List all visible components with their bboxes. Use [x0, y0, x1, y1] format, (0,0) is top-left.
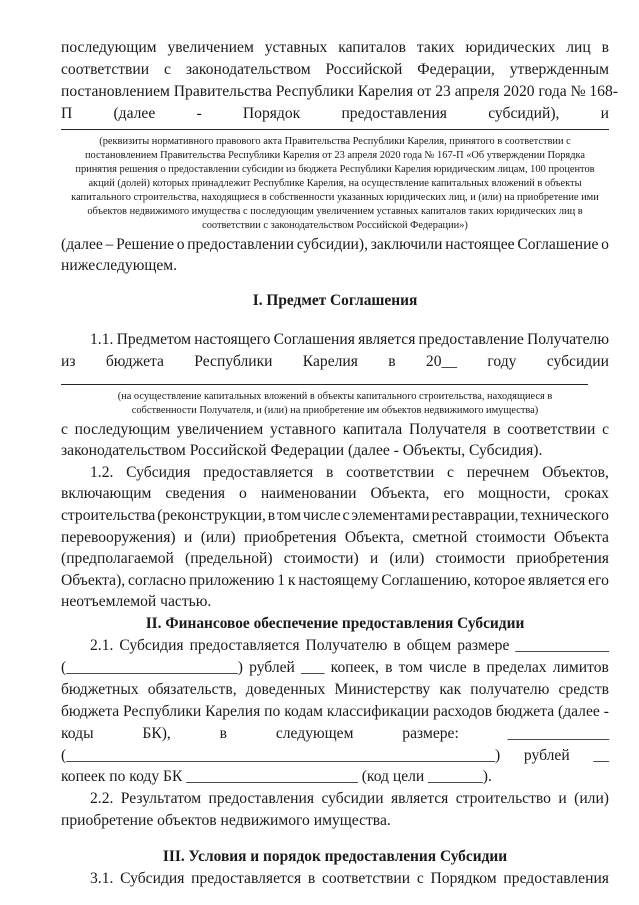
- word: капитала: [342, 421, 403, 438]
- note-line: (на осуществление капитальных вложений в объекты капитального строительства, находящиеся в: [117, 391, 553, 402]
- word: –: [105, 236, 114, 253]
- text-line: [61, 352, 609, 372]
- word: П: [61, 105, 73, 122]
- word: расходов: [433, 703, 493, 720]
- word: строительство: [455, 790, 551, 807]
- word: коды: [61, 725, 94, 742]
- word: получателю: [470, 681, 550, 698]
- word: которое: [473, 572, 526, 589]
- word: Российской: [325, 61, 403, 78]
- word: в: [219, 725, 228, 742]
- word: и: [369, 550, 379, 567]
- word: согласно: [128, 572, 187, 589]
- word: приложению: [188, 572, 275, 589]
- word: _____________: [507, 725, 609, 742]
- word: кодам: [284, 703, 324, 720]
- word: и: [558, 790, 567, 807]
- word: (или): [574, 790, 609, 807]
- word: (______________________): [61, 659, 243, 676]
- word: с: [342, 507, 350, 524]
- text-line: [61, 549, 609, 569]
- word: (или): [200, 529, 236, 546]
- word: является: [528, 572, 586, 589]
- word: Федерации,: [417, 61, 495, 78]
- word: стоимости): [283, 550, 359, 567]
- word: сметной: [412, 529, 468, 546]
- text-line: [61, 680, 609, 700]
- word: рублей: [523, 747, 570, 764]
- word: предоставляется: [189, 637, 300, 654]
- note-line: объектов недвижимого имущества с последующим увеличением уставных капиталов таких юридических лиц в: [87, 206, 583, 217]
- word: в: [493, 421, 501, 438]
- word: доведенных: [245, 681, 326, 698]
- word: в: [388, 353, 396, 370]
- word: лиц: [566, 39, 591, 56]
- word: его: [443, 485, 465, 502]
- word: в: [601, 39, 609, 56]
- word: классификации: [326, 703, 430, 720]
- text-line: [61, 702, 609, 722]
- word: 20__: [425, 353, 458, 370]
- word: перечнем: [466, 464, 530, 481]
- word: размере:: [402, 725, 459, 742]
- word: Объекта,: [370, 485, 430, 502]
- text-line: [61, 724, 609, 744]
- text-line: нижеследующем.: [61, 257, 178, 274]
- note-line: принятия решения о предоставлении субсидии из бюджета Республики Карелия юридическим лицам, 100 процентов: [75, 164, 595, 175]
- word: (далее: [558, 703, 600, 720]
- word: субсидии),: [296, 236, 368, 253]
- text-line: [61, 658, 609, 678]
- word: Республики: [194, 353, 273, 370]
- word: реставрации,: [431, 507, 519, 524]
- note-line: постановлением Правительства Республики Карелия от 23 апреля 2020 года № 167-П «Об утверждении Порядка: [85, 150, 585, 161]
- word: соответствии: [507, 421, 596, 438]
- word: с: [416, 870, 424, 887]
- text-line: [61, 60, 609, 80]
- word: Объекта),: [61, 572, 126, 589]
- word: предоставляется: [191, 870, 302, 887]
- word: (далее: [113, 105, 156, 122]
- word: с: [602, 421, 609, 438]
- word: Результатом: [120, 790, 202, 807]
- word: предоставление: [418, 331, 524, 348]
- word: Порядок: [242, 105, 301, 122]
- word: сведения: [165, 485, 226, 502]
- word: о: [176, 236, 185, 253]
- fill-line: [61, 129, 609, 130]
- word: 2.1.: [90, 637, 114, 654]
- word: обязательств,: [147, 681, 237, 698]
- word: (или): [389, 550, 425, 567]
- word: как: [439, 681, 462, 698]
- word: Субсидия: [120, 870, 185, 887]
- word: 1.1.: [90, 331, 114, 348]
- word: ____________: [515, 637, 609, 654]
- word: субсидии: [546, 353, 609, 370]
- word: Карелия: [302, 353, 358, 370]
- word: Соглашение: [517, 236, 599, 253]
- word: перевооружения): [61, 529, 176, 546]
- word: уставного: [270, 421, 336, 438]
- word: стоимости: [475, 529, 546, 546]
- word: Объекта,: [344, 529, 404, 546]
- word: бюджетных: [61, 681, 139, 698]
- word: таких: [416, 39, 455, 56]
- word: 2.2.: [90, 790, 114, 807]
- word: в: [385, 659, 393, 676]
- word: предоставлении: [187, 236, 295, 253]
- word: наименовании: [260, 485, 357, 502]
- word: Соглашению,: [381, 572, 471, 589]
- text-line: [61, 420, 609, 440]
- word: ___: [301, 659, 325, 676]
- note-line: (реквизиты нормативного правового акта Правительства Республики Карелия, принятого в соответствии с: [99, 136, 571, 147]
- word: мощности,: [478, 485, 551, 502]
- word: из: [61, 353, 76, 370]
- word: Получателя: [408, 421, 487, 438]
- word: в: [325, 464, 334, 481]
- text-line: [61, 235, 609, 255]
- word: общем: [406, 637, 452, 654]
- word: 1.2.: [90, 464, 114, 481]
- text-line: [61, 528, 609, 548]
- word: том: [398, 659, 423, 676]
- word: утвержденным: [509, 61, 609, 78]
- word: сроках: [564, 485, 609, 502]
- word: Карелия: [205, 703, 261, 720]
- word: заключили: [370, 236, 443, 253]
- word: том: [276, 507, 301, 524]
- text-line: [61, 104, 609, 124]
- section-heading: II. Финансовое обеспечение предоставления Субсидии: [145, 615, 525, 632]
- word: числе: [302, 507, 341, 524]
- word: рублей: [249, 659, 295, 676]
- word: Субсидия: [126, 464, 191, 481]
- word: с: [164, 61, 171, 78]
- word: в: [393, 637, 401, 654]
- text-line: приобретение объектов недвижимого имущества.: [61, 812, 391, 829]
- word: по: [264, 703, 281, 720]
- text-line: [61, 636, 609, 656]
- word: лимитов: [552, 659, 609, 676]
- word: уставных: [264, 39, 328, 56]
- text-line: [61, 506, 609, 526]
- word: строительства: [61, 507, 156, 524]
- word: Получателю: [527, 331, 609, 348]
- word: следующем: [275, 725, 354, 742]
- word: о: [239, 485, 247, 502]
- section-heading: III. Условия и порядок предоставления Субсидии: [162, 848, 508, 865]
- word: Получателю: [305, 637, 388, 654]
- word: последующим: [74, 421, 171, 438]
- text-line: [61, 484, 609, 504]
- word: соответствии: [346, 464, 435, 481]
- word: капиталов: [338, 39, 407, 56]
- word: -: [603, 703, 609, 720]
- word: Объекта: [553, 529, 609, 546]
- text-line: неотъемлемой частью.: [61, 593, 212, 610]
- word: пределах: [486, 659, 547, 676]
- section-heading: I. Предмет Соглашения: [252, 292, 418, 309]
- word: Субсидия: [119, 637, 184, 654]
- word: __: [593, 747, 609, 764]
- word: приобретения: [516, 550, 609, 567]
- word: БК),: [142, 725, 171, 742]
- word: бюджета: [105, 353, 164, 370]
- text-line: копеек по коду БК ______________________ (код цели _______).: [61, 768, 492, 785]
- word: (предельной): [185, 550, 273, 567]
- text-line: [61, 746, 609, 766]
- text-line: законодательством Российской Федерации (далее - Объекты, Субсидия).: [61, 442, 543, 459]
- word: элементами: [351, 507, 430, 524]
- word: предоставления: [341, 105, 447, 122]
- word: увеличением: [167, 39, 254, 56]
- word: является: [358, 331, 416, 348]
- word: и: [600, 105, 609, 122]
- word: последующим: [61, 39, 157, 56]
- fill-line: [61, 384, 588, 385]
- word: предоставления: [503, 870, 609, 887]
- note-line: соответствии с законодательством Российской Федерации»): [202, 220, 468, 231]
- text-line: [61, 571, 609, 591]
- word: с: [61, 421, 68, 438]
- word: настоящему: [298, 572, 379, 589]
- word: юридических: [465, 39, 556, 56]
- word: (_______________________________________________________): [61, 747, 501, 764]
- word: копеек,: [330, 659, 379, 676]
- word: году: [487, 353, 517, 370]
- word: его: [588, 572, 609, 589]
- word: Объектов,: [542, 464, 609, 481]
- word: средств: [558, 681, 609, 698]
- note-line: капитального строительства, находящиеся в собственности указанных юридических лиц, и (или) на приобретение ими: [71, 192, 599, 203]
- word: предоставляется: [203, 464, 314, 481]
- word: включающим: [61, 485, 152, 502]
- word: числе: [428, 659, 467, 676]
- word: 1: [277, 572, 286, 589]
- word: размере: [457, 637, 510, 654]
- word: технического: [520, 507, 609, 524]
- word: приобретения: [243, 529, 337, 546]
- text-line: [61, 789, 609, 809]
- word: в: [267, 507, 276, 524]
- word: настоящего: [194, 331, 271, 348]
- word: с: [447, 464, 454, 481]
- word: предоставления: [208, 790, 315, 807]
- word: субсидии: [321, 790, 384, 807]
- text-line: [61, 463, 609, 483]
- word: в: [472, 659, 481, 676]
- word: (далее: [61, 236, 103, 253]
- word: увеличением: [176, 421, 264, 438]
- note-line: собственности Получателя, и (или) на приобретение им объектов недвижимого имущества): [131, 405, 539, 416]
- word: бюджета: [61, 703, 120, 720]
- word: является: [390, 790, 449, 807]
- word: Министерству: [334, 681, 431, 698]
- word: в: [307, 870, 316, 887]
- word: -: [196, 105, 202, 122]
- word: законодательством: [185, 61, 311, 78]
- text-line: постановлением Правительства Республики Карелия от 23 апреля 2020 года № 168-: [61, 83, 618, 100]
- word: (реконструкции,: [157, 507, 266, 524]
- word: Соглашения: [273, 331, 355, 348]
- word: и: [183, 529, 193, 546]
- word: 3.1.: [90, 870, 114, 887]
- word: (предполагаемой: [61, 550, 174, 567]
- word: соответствии: [322, 870, 411, 887]
- word: Решение: [116, 236, 175, 253]
- text-line: [61, 330, 609, 350]
- word: настоящее: [445, 236, 515, 253]
- word: о: [601, 236, 609, 253]
- word: Республики: [123, 703, 202, 720]
- word: стоимости: [435, 550, 506, 567]
- word: к: [287, 572, 296, 589]
- text-line: [61, 869, 609, 889]
- word: бюджета: [495, 703, 555, 720]
- word: соответствии: [61, 61, 150, 78]
- word: субсидий),: [488, 105, 560, 122]
- word: Порядком: [430, 870, 497, 887]
- note-line: акций (долей) которых принадлежит Республике Карелия, на осуществление капитальных вложений в объекты: [88, 178, 582, 189]
- word: Предметом: [116, 331, 192, 348]
- text-line: [61, 38, 609, 58]
